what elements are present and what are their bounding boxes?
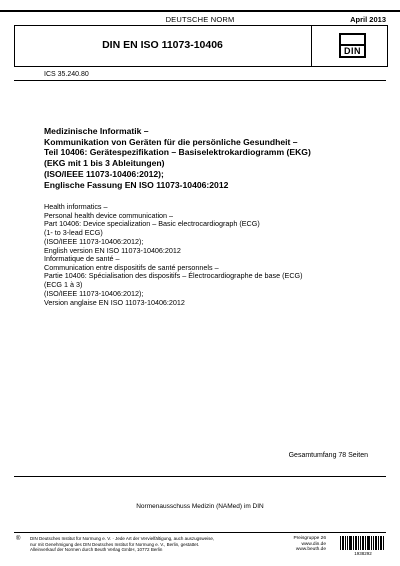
ics-code: ICS 35.240.80 [44,71,89,78]
price-group: Preisgruppe 26 [293,536,326,541]
french-title-line: (ISO/IEEE 11073-10406:2012); [44,288,144,298]
barcode-icon [340,536,386,550]
english-title-line: Health informatics – [44,202,108,211]
english-title [44,203,384,255]
german-title [44,126,384,190]
french-title-line: (ECG 1 à 3) [44,280,83,290]
german-title-line: (EKG mit 1 bis 3 Ableitungen) [44,158,165,169]
din-logo-text: DIN [344,46,361,56]
title-box [14,25,388,67]
beuth-website-link[interactable]: www.beuth.de [295,547,326,553]
document-id: DIN EN ISO 11073-10406 [102,39,223,51]
copyright-line: nur mit Genehmigung des DIN Deutsches Institut für Normung e. V., Berlin, gestattet. [30,541,200,547]
barcode [340,536,386,558]
german-title-line: Medizinische Informatik – [44,126,149,136]
total-pages: Gesamtumfang 78 Seiten [288,452,368,459]
french-title-line: Informatique de santé – [44,254,120,263]
barcode-number: 1938292 [354,551,372,556]
bottom-divider [14,476,386,477]
footer-divider [14,532,386,533]
price-info [266,536,326,553]
english-title-line: English version EN ISO 11073-10406:2012 [44,245,181,255]
norm-type-label: DEUTSCHE NORM [165,15,235,24]
french-title-line: Communication entre dispositifs de santé personnels – [44,262,219,272]
top-rule [0,10,400,12]
din-website-link[interactable]: www.din.de [301,541,326,547]
header-divider [14,80,386,81]
publication-date: April 2013 [350,15,386,24]
copyright-symbol: ® [16,536,21,542]
english-title-line: (ISO/IEEE 11073-10406:2012); [44,236,144,246]
copyright-line: DIN Deutsches Institut für Normung e. V. · Jede Art der Vervielfältigung, auch auszugsweise, [30,536,215,541]
french-title-line: Partie 10406: Spécialisation des dispositifs – Électrocardiographe de base (ECG) [44,271,303,281]
french-title [44,255,384,307]
title-box-divider [311,26,312,66]
english-title-line: (1- to 3-lead ECG) [44,228,103,238]
german-title-line: Kommunikation von Geräten für die persönliche Gesundheit – [44,136,298,147]
german-title-line: Teil 10406: Gerätespezifikation – Basiselektrokardiogramm (EKG) [44,147,311,158]
english-title-line: Personal health device communication – [44,210,174,220]
german-title-line: (ISO/IEEE 11073-10406:2012); [44,168,164,179]
german-title-line: Englische Fassung EN ISO 11073-10406:2012 [44,179,229,190]
copyright-line: Alleinverkauf der Normen durch Beuth Verlag GmbH, 10772 Berlin [30,547,163,553]
english-title-line: Part 10406: Device specialization – Basic electrocardiograph (ECG) [44,219,260,229]
copyright-notice [30,536,240,553]
french-title-line: Version anglaise EN ISO 11073-10406:2012 [44,297,185,307]
din-logo-icon [339,33,366,58]
committee-name: Normenausschuss Medizin (NAMed) im DIN [136,503,264,510]
